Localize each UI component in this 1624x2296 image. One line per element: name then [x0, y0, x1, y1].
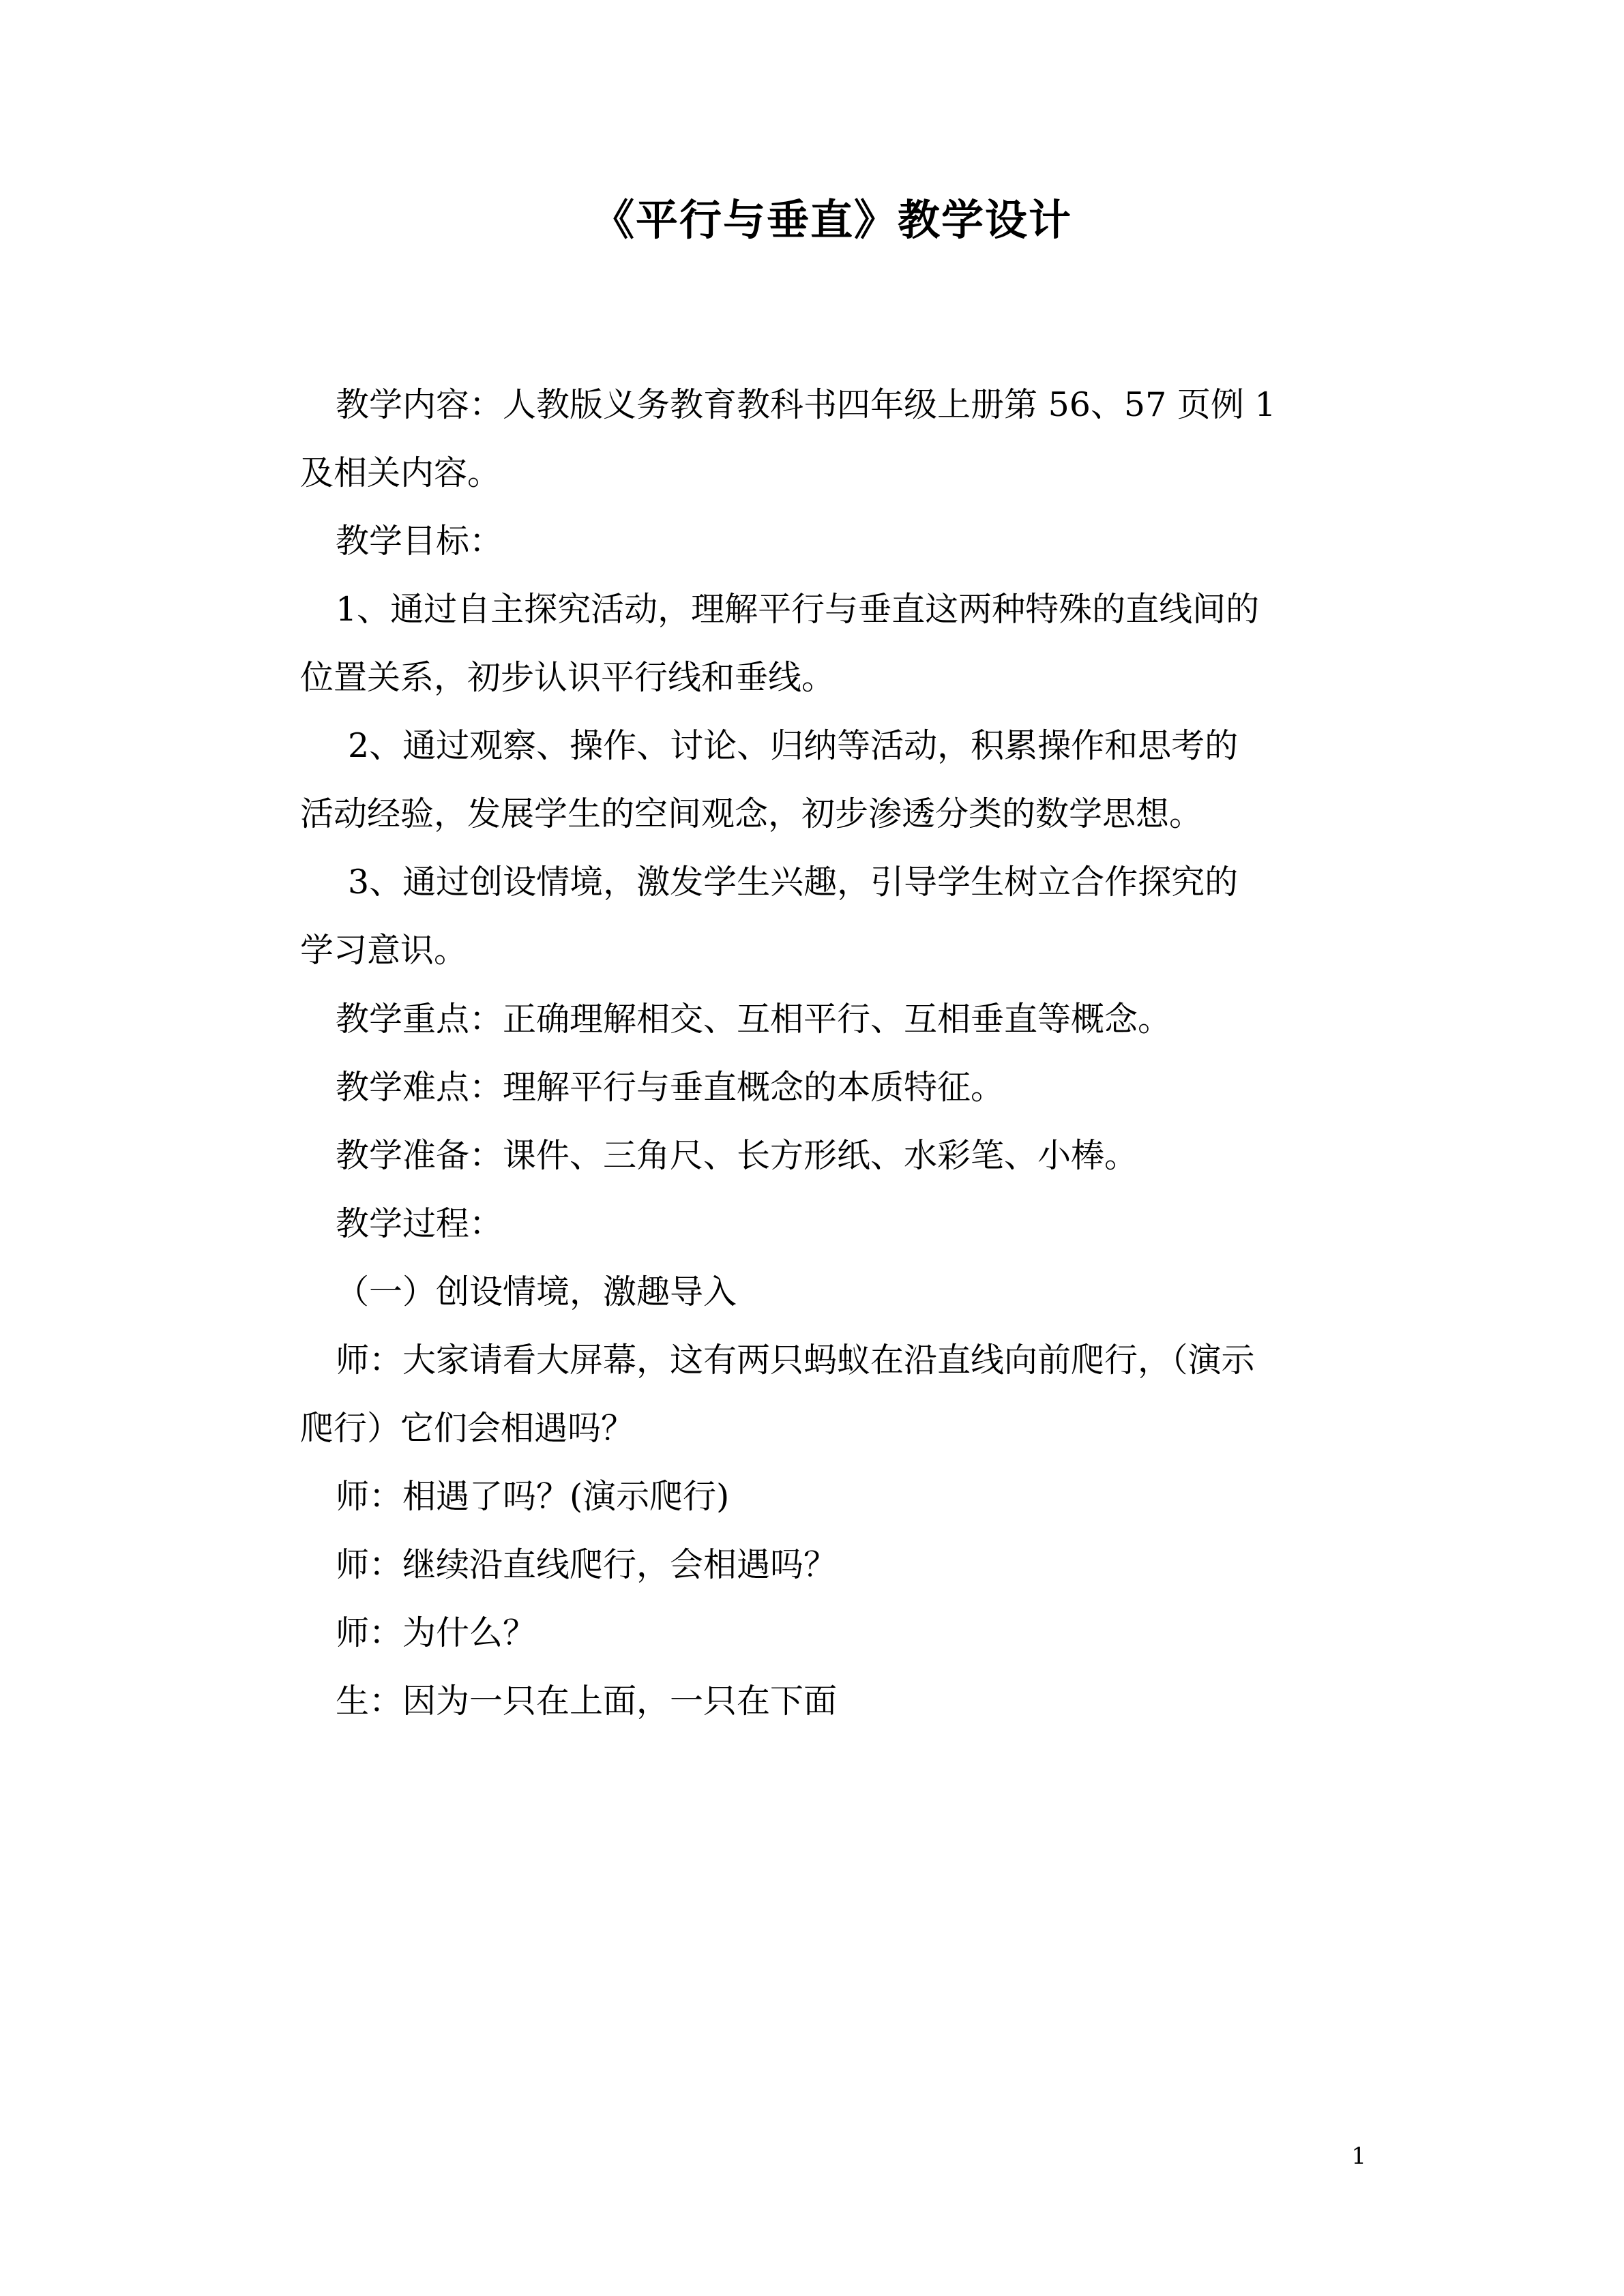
paragraph-key-point: 教学重点：正确理解相交、互相平行、互相垂直等概念。 [336, 999, 1172, 1039]
paragraph-teacher-line-3: 师：继续沿直线爬行，会相遇吗？ [336, 1545, 838, 1585]
paragraph-student-line-1: 生：因为一只在上面，一只在下面 [336, 1682, 838, 1721]
paragraph-teaching-objectives-heading: 教学目标： [336, 521, 503, 561]
page-title: 《平行与垂直》教学设计 [591, 195, 1072, 245]
paragraph-objective-3-cont: 学习意识。 [300, 931, 468, 970]
paragraph-objective-1: 1、通过自主探究活动，理解平行与垂直这两种特殊的直线间的 [336, 590, 1260, 629]
paragraph-teacher-line-2: 师：相遇了吗？(演示爬行) [336, 1477, 730, 1517]
paragraph-teaching-content: 教学内容：人教版义务教育教科书四年级上册第 56、57 页例 1 [336, 385, 1276, 424]
paragraph-objective-2-cont: 活动经验，发展学生的空间观念，初步渗透分类的数学思想。 [300, 794, 1203, 834]
paragraph-teacher-line-1-cont: 爬行）它们会相遇吗？ [300, 1408, 635, 1448]
paragraph-objective-1-cont: 位置关系，初步认识平行线和垂线。 [300, 658, 836, 698]
paragraph-preparation: 教学准备：课件、三角尺、长方形纸、水彩笔、小棒。 [336, 1135, 1138, 1175]
page-number: 1 [1351, 2143, 1366, 2170]
paragraph-process-heading: 教学过程： [336, 1204, 503, 1243]
paragraph-teacher-line-1: 师：大家请看大屏幕，这有两只蚂蚁在沿直线向前爬行，（演示 [336, 1340, 1255, 1380]
paragraph-teacher-line-4: 师：为什么？ [336, 1613, 537, 1653]
document-body [300, 373, 1364, 1734]
document-content [300, 0, 1364, 1738]
paragraph-objective-3: 3、通过创设情境，激发学生兴趣，引导学生树立合作探究的 [348, 863, 1239, 902]
paragraph-teaching-content-cont: 及相关内容。 [300, 453, 501, 492]
paragraph-difficult-point: 教学难点：理解平行与垂直概念的本质特征。 [336, 1067, 1005, 1107]
paragraph-section-one: （一）创设情境，激趣导入 [336, 1272, 737, 1311]
paragraph-objective-2: 2、通过观察、操作、讨论、归纳等活动，积累操作和思考的 [348, 726, 1239, 766]
